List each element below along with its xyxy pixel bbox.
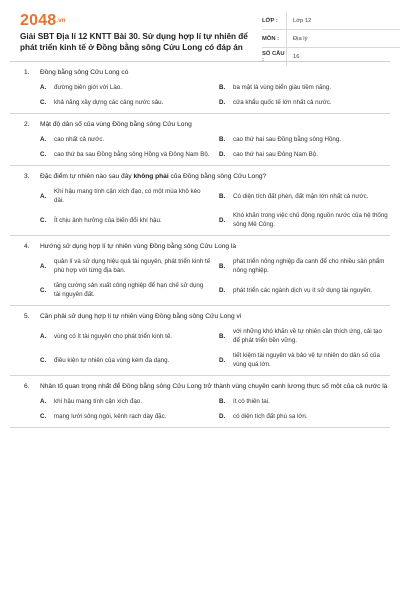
question-item	[10, 376, 390, 428]
option-text: cao thứ ba sau Đồng bằng sông Hồng và Đông Nam Bộ.	[54, 151, 210, 158]
answer-option[interactable]	[40, 281, 211, 299]
option-text: mạng lưới sông ngòi, kênh rạch dày đặc.	[54, 413, 167, 420]
question-text	[40, 242, 390, 251]
answer-options	[24, 397, 390, 421]
option-letter: B.	[219, 262, 226, 270]
option-text: Khí hậu mang tính cận xích đạo, có một mùa khô kéo dài.	[54, 188, 201, 204]
question-text-pre: Hướng sử dụng hợp lí tự nhiên vùng Đồng bằng sông Cửu Long là	[40, 243, 237, 250]
answer-option[interactable]	[40, 135, 211, 144]
option-text: tiết kiệm tài nguyên và bảo vệ tự nhiên do dân số của vùng quá lớn.	[233, 352, 380, 368]
answer-option[interactable]	[219, 412, 390, 421]
question-number: 6.	[24, 383, 30, 390]
question-text	[40, 120, 390, 129]
question-item	[10, 62, 390, 114]
meta-table	[262, 12, 400, 66]
answer-option[interactable]	[219, 257, 390, 275]
answer-options	[24, 135, 390, 159]
option-text: Ít chịu ảnh hưởng của biến đổi khí hậu.	[54, 216, 162, 224]
question-stem	[24, 312, 390, 321]
answer-option[interactable]	[40, 211, 211, 229]
option-text: ba mặt là vùng biển giàu tiềm năng.	[233, 84, 332, 91]
answer-option[interactable]	[219, 281, 390, 299]
option-letter: C.	[40, 99, 47, 106]
meta-value: Lớp 12	[286, 12, 400, 29]
question-text-pre: Đặc điểm tự nhiên nào sau đây	[40, 173, 134, 180]
meta-key: LỚP :	[262, 17, 278, 24]
question-stem	[24, 68, 390, 77]
option-letter: A.	[40, 262, 47, 270]
option-letter: A.	[40, 332, 47, 340]
question-text-post: của Đồng bằng sông Cửu Long?	[168, 173, 267, 180]
question-text-pre: Mật độ dân số của vùng Đồng bằng sông Cửu Long	[40, 121, 192, 128]
option-letter: B.	[219, 84, 226, 91]
answer-option[interactable]	[219, 187, 390, 205]
question-text	[40, 172, 390, 181]
meta-value: 16	[286, 48, 400, 66]
answer-option[interactable]	[40, 187, 211, 205]
option-text: có diện tích đất phù sa lớn.	[233, 413, 308, 420]
answer-option[interactable]	[40, 327, 211, 345]
question-item	[10, 114, 390, 166]
option-text: cửa khẩu quốc tế lớn nhất cả nước.	[233, 99, 332, 106]
question-stem	[24, 382, 390, 391]
option-letter: D.	[219, 99, 226, 106]
question-text-pre: Cần phải sử dụng hợp lí tự nhiên vùng Đồng bằng sông Cửu Long vì	[40, 313, 242, 320]
site-logo[interactable]	[20, 12, 66, 30]
option-text: ít có thiên tai.	[233, 398, 270, 405]
answer-option[interactable]	[40, 257, 211, 275]
answer-options	[24, 83, 390, 107]
question-stem	[24, 172, 390, 181]
answer-option[interactable]	[219, 397, 390, 406]
option-letter: D.	[219, 356, 226, 364]
option-letter: D.	[219, 286, 226, 294]
logo-tld: .vn	[56, 17, 66, 24]
option-text: khả năng xây dựng các cảng nước sâu.	[54, 99, 164, 106]
option-letter: D.	[219, 413, 226, 420]
option-text: phát triển nông nghiệp đa canh để cho nhiều sản phẩm nông nghiệp.	[233, 258, 385, 274]
answer-option[interactable]	[40, 351, 211, 369]
logo-main: 2048	[20, 12, 57, 29]
question-number: 3.	[24, 173, 30, 180]
option-text: quản lí và sử dụng hiệu quả tài nguyên, phát triển kinh tế phù hợp với từng địa bàn.	[54, 258, 211, 274]
option-text: đường biên giới với Lào.	[54, 84, 122, 91]
option-text: cao thứ hai sau Đông Nam Bộ.	[233, 151, 318, 158]
question-text-emphasis: không phải	[133, 173, 169, 180]
option-letter: D.	[219, 151, 226, 158]
question-item	[10, 166, 390, 236]
option-letter: A.	[40, 84, 47, 91]
answer-option[interactable]	[219, 150, 390, 159]
question-stem	[24, 120, 390, 129]
question-number: 1.	[24, 69, 30, 76]
document-title: Giải SBT Địa lí 12 KNTT Bài 30. Sử dụng hợp lí tự nhiên để phát triển kinh tế ở Đồng bằng sông Cửu Long có đáp án	[20, 32, 248, 52]
answer-options	[24, 257, 390, 299]
question-text	[40, 68, 390, 77]
option-text: vùng có ít tài nguyên cho phát triển kinh tế.	[54, 332, 172, 340]
question-text	[40, 312, 390, 321]
meta-row-count	[262, 48, 400, 66]
option-text: phát triển các ngành dịch vụ ít sử dụng tài nguyên.	[233, 286, 372, 294]
option-text: điều kiện tự nhiên của vùng kém đa dạng.	[54, 356, 170, 364]
question-text	[40, 382, 390, 391]
option-letter: B.	[219, 136, 226, 143]
answer-option[interactable]	[219, 98, 390, 107]
answer-option[interactable]	[219, 135, 390, 144]
option-text: Khó khăn trong việc chủ động nguồn nước của hệ thống sông Mê Công.	[233, 212, 388, 228]
answer-option[interactable]	[219, 351, 390, 369]
answer-option[interactable]	[40, 83, 211, 92]
answer-option[interactable]	[219, 83, 390, 92]
question-item	[10, 236, 390, 306]
option-text: tăng cường sản xuất công nghiệp để hạn chế sử dụng tài nguyên đất.	[54, 282, 204, 298]
option-letter: A.	[40, 192, 47, 200]
meta-value: Địa lý	[286, 30, 400, 47]
document-header	[10, 0, 390, 62]
meta-row-subject	[262, 30, 400, 48]
question-item	[10, 306, 390, 376]
option-text: Có diện tích đất phèn, đất mặn lớn nhất cả nước.	[233, 192, 369, 200]
answer-option[interactable]	[40, 150, 211, 159]
option-letter: D.	[219, 216, 226, 224]
option-letter: C.	[40, 151, 47, 158]
question-list	[10, 62, 390, 428]
option-letter: B.	[219, 332, 226, 340]
question-number: 2.	[24, 121, 30, 128]
answer-options	[24, 187, 390, 229]
answer-option[interactable]	[40, 397, 211, 406]
meta-key: MÔN :	[262, 35, 280, 42]
option-letter: B.	[219, 398, 226, 405]
answer-option[interactable]	[219, 211, 390, 229]
question-text-pre: Đồng bằng sông Cửu Long có	[40, 69, 129, 76]
option-letter: B.	[219, 192, 226, 200]
answer-option[interactable]	[40, 412, 211, 421]
question-number: 5.	[24, 313, 30, 320]
option-letter: A.	[40, 398, 47, 405]
question-stem	[24, 242, 390, 251]
option-text: với những khó khăn về tự nhiên cần thích ứng, cải tạo để phát triển bền vững.	[233, 328, 382, 344]
answer-option[interactable]	[219, 327, 390, 345]
answer-option[interactable]	[40, 98, 211, 107]
option-letter: C.	[40, 413, 47, 420]
answer-options	[24, 327, 390, 369]
question-number: 4.	[24, 243, 30, 250]
meta-key: SỐ CÂU :	[262, 51, 285, 63]
option-letter: A.	[40, 136, 47, 143]
option-letter: C.	[40, 286, 47, 294]
option-text: cao nhất cả nước.	[54, 136, 105, 143]
option-text: cao thứ hai sau Đồng bằng sông Hồng.	[233, 136, 342, 143]
option-letter: C.	[40, 356, 47, 364]
option-text: khí hậu mang tính cận xích đạo.	[54, 398, 143, 405]
option-letter: C.	[40, 216, 47, 224]
question-text-pre: Nhân tố quan trọng nhất để Đồng bằng sông Cửu Long trở thành vùng chuyên canh lương thực số một của cả nước là	[40, 383, 388, 390]
meta-row-class	[262, 12, 400, 30]
